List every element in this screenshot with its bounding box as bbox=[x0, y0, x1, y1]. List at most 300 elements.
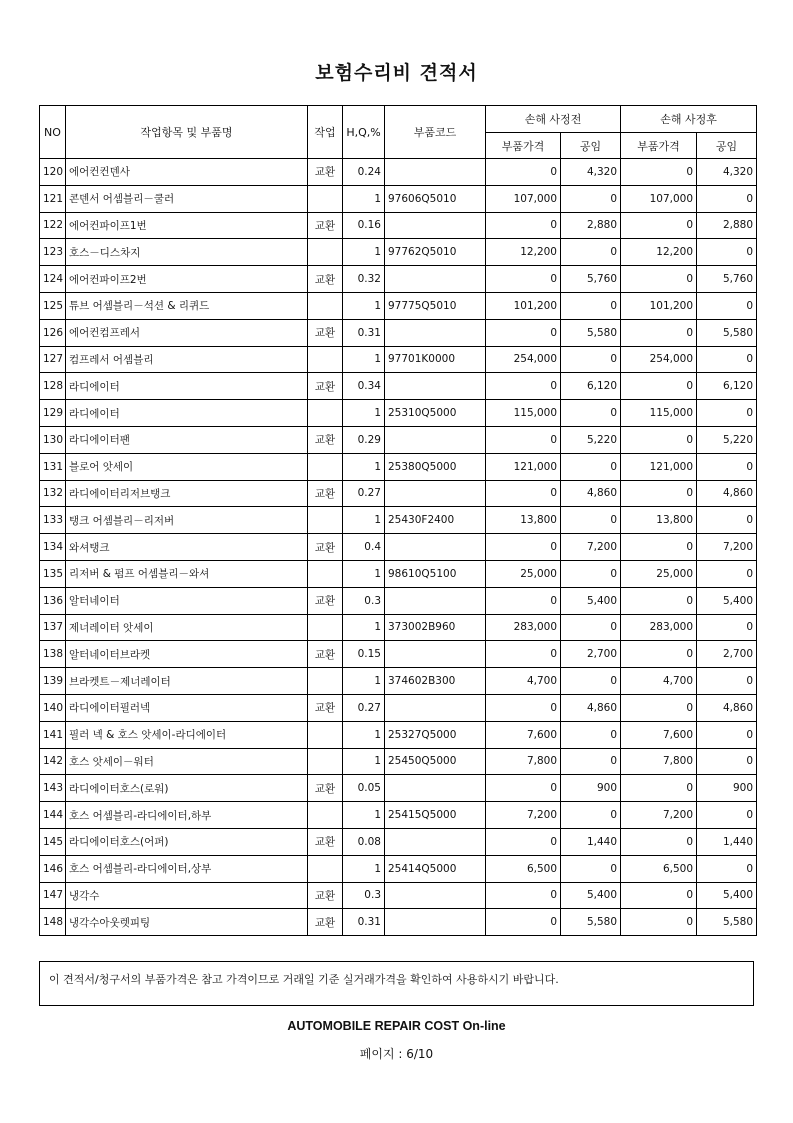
cell-before-labor: 4,860 bbox=[561, 480, 621, 507]
cell-no: 140 bbox=[40, 694, 66, 721]
table-row bbox=[40, 721, 757, 748]
cell-item-name: 라디에이터 bbox=[66, 400, 308, 427]
cell-after-labor: 5,400 bbox=[697, 587, 757, 614]
cell-before-part-price: 0 bbox=[486, 266, 561, 293]
cell-item-name: 라디에이터팬 bbox=[66, 426, 308, 453]
cell-after-part-price: 0 bbox=[621, 882, 697, 909]
cell-before-part-price: 254,000 bbox=[486, 346, 561, 373]
cell-after-labor: 0 bbox=[697, 721, 757, 748]
cell-before-part-price: 0 bbox=[486, 775, 561, 802]
cell-part-code bbox=[385, 828, 486, 855]
cell-after-part-price: 121,000 bbox=[621, 453, 697, 480]
cell-work: 교환 bbox=[308, 319, 343, 346]
cell-after-part-price: 107,000 bbox=[621, 185, 697, 212]
cell-work bbox=[308, 292, 343, 319]
cell-work: 교환 bbox=[308, 909, 343, 936]
cell-no: 130 bbox=[40, 426, 66, 453]
header-hq: H,Q,% bbox=[343, 106, 385, 159]
cell-after-part-price: 13,800 bbox=[621, 507, 697, 534]
cell-item-name: 호스 앗세이－워터 bbox=[66, 748, 308, 775]
cell-item-name: 와셔탱크 bbox=[66, 534, 308, 561]
cell-part-code: 25414Q5000 bbox=[385, 855, 486, 882]
cell-item-name: 탱크 어셈블리－리저버 bbox=[66, 507, 308, 534]
cell-part-code bbox=[385, 587, 486, 614]
table-row bbox=[40, 453, 757, 480]
cell-hq: 0.16 bbox=[343, 212, 385, 239]
cell-hq: 0.4 bbox=[343, 534, 385, 561]
cell-hq: 0.31 bbox=[343, 909, 385, 936]
cell-item-name: 제너레이터 앗세이 bbox=[66, 614, 308, 641]
cell-hq: 1 bbox=[343, 721, 385, 748]
cell-item-name: 에어컨컨덴사 bbox=[66, 159, 308, 186]
cell-no: 125 bbox=[40, 292, 66, 319]
cell-item-name: 에어컨파이프2번 bbox=[66, 266, 308, 293]
cell-after-part-price: 0 bbox=[621, 534, 697, 561]
table-row bbox=[40, 346, 757, 373]
cell-hq: 1 bbox=[343, 346, 385, 373]
cell-item-name: 라디에이터 bbox=[66, 373, 308, 400]
cell-after-part-price: 0 bbox=[621, 587, 697, 614]
cell-before-labor: 6,120 bbox=[561, 373, 621, 400]
cell-work: 교환 bbox=[308, 641, 343, 668]
cell-after-labor: 0 bbox=[697, 614, 757, 641]
cell-before-part-price: 12,200 bbox=[486, 239, 561, 266]
cell-part-code bbox=[385, 641, 486, 668]
cell-part-code bbox=[385, 882, 486, 909]
table-row bbox=[40, 748, 757, 775]
cell-after-part-price: 0 bbox=[621, 159, 697, 186]
cell-before-labor: 0 bbox=[561, 668, 621, 695]
cell-after-labor: 0 bbox=[697, 560, 757, 587]
cell-after-part-price: 7,200 bbox=[621, 802, 697, 829]
cell-no: 136 bbox=[40, 587, 66, 614]
cell-no: 148 bbox=[40, 909, 66, 936]
cell-no: 126 bbox=[40, 319, 66, 346]
cell-before-part-price: 0 bbox=[486, 373, 561, 400]
cell-after-labor: 5,760 bbox=[697, 266, 757, 293]
cell-after-labor: 0 bbox=[697, 185, 757, 212]
cell-item-name: 에어컨컴프레서 bbox=[66, 319, 308, 346]
cell-before-part-price: 115,000 bbox=[486, 400, 561, 427]
cell-after-labor: 0 bbox=[697, 748, 757, 775]
cell-before-labor: 5,400 bbox=[561, 882, 621, 909]
table-row bbox=[40, 828, 757, 855]
table-row bbox=[40, 855, 757, 882]
cell-part-code: 97606Q5010 bbox=[385, 185, 486, 212]
cell-hq: 1 bbox=[343, 668, 385, 695]
cell-work: 교환 bbox=[308, 828, 343, 855]
cell-before-labor: 0 bbox=[561, 400, 621, 427]
header-after-adjustment: 손해 사정후 bbox=[621, 106, 757, 133]
cell-after-part-price: 0 bbox=[621, 266, 697, 293]
cell-before-labor: 2,700 bbox=[561, 641, 621, 668]
cell-after-labor: 0 bbox=[697, 855, 757, 882]
cell-after-part-price: 6,500 bbox=[621, 855, 697, 882]
cell-after-part-price: 4,700 bbox=[621, 668, 697, 695]
cell-before-labor: 4,320 bbox=[561, 159, 621, 186]
table-row bbox=[40, 239, 757, 266]
cell-part-code bbox=[385, 775, 486, 802]
cell-after-part-price: 0 bbox=[621, 426, 697, 453]
cell-no: 127 bbox=[40, 346, 66, 373]
cell-after-part-price: 0 bbox=[621, 373, 697, 400]
cell-work bbox=[308, 507, 343, 534]
cell-work bbox=[308, 802, 343, 829]
table-row bbox=[40, 373, 757, 400]
cell-before-labor: 0 bbox=[561, 802, 621, 829]
cell-no: 139 bbox=[40, 668, 66, 695]
header-no: NO bbox=[40, 106, 66, 159]
cell-hq: 0.29 bbox=[343, 426, 385, 453]
cell-part-code: 25415Q5000 bbox=[385, 802, 486, 829]
cell-no: 134 bbox=[40, 534, 66, 561]
cell-part-code: 25450Q5000 bbox=[385, 748, 486, 775]
table-row bbox=[40, 694, 757, 721]
cell-no: 142 bbox=[40, 748, 66, 775]
cell-after-part-price: 12,200 bbox=[621, 239, 697, 266]
footer-brand: AUTOMOBILE REPAIR COST On-line bbox=[287, 1019, 506, 1033]
cell-no: 144 bbox=[40, 802, 66, 829]
cell-after-part-price: 0 bbox=[621, 480, 697, 507]
cell-item-name: 리저버 & 펌프 어셈블리－와셔 bbox=[66, 560, 308, 587]
cell-before-part-price: 0 bbox=[486, 159, 561, 186]
table-row bbox=[40, 587, 757, 614]
cell-hq: 0.3 bbox=[343, 587, 385, 614]
page-title: 보험수리비 견적서 bbox=[315, 62, 478, 84]
cell-after-part-price: 115,000 bbox=[621, 400, 697, 427]
table-row bbox=[40, 909, 757, 936]
cell-before-labor: 1,440 bbox=[561, 828, 621, 855]
cell-before-labor: 7,200 bbox=[561, 534, 621, 561]
cell-no: 138 bbox=[40, 641, 66, 668]
cell-item-name: 라디에이터호스(어퍼) bbox=[66, 828, 308, 855]
cell-no: 123 bbox=[40, 239, 66, 266]
cell-before-part-price: 0 bbox=[486, 587, 561, 614]
cell-before-part-price: 0 bbox=[486, 534, 561, 561]
cell-after-labor: 6,120 bbox=[697, 373, 757, 400]
cell-before-part-price: 0 bbox=[486, 319, 561, 346]
cell-part-code: 374602B300 bbox=[385, 668, 486, 695]
cell-no: 146 bbox=[40, 855, 66, 882]
cell-item-name: 콘덴서 어셈블리－쿨러 bbox=[66, 185, 308, 212]
cell-before-labor: 0 bbox=[561, 185, 621, 212]
cell-after-labor: 7,200 bbox=[697, 534, 757, 561]
cell-before-labor: 5,400 bbox=[561, 587, 621, 614]
cell-after-labor: 0 bbox=[697, 292, 757, 319]
cell-item-name: 라디에이터필러넥 bbox=[66, 694, 308, 721]
cell-after-labor: 0 bbox=[697, 802, 757, 829]
cell-part-code: 373002B960 bbox=[385, 614, 486, 641]
cell-after-part-price: 0 bbox=[621, 775, 697, 802]
table-row bbox=[40, 802, 757, 829]
cell-after-labor: 5,580 bbox=[697, 909, 757, 936]
cell-part-code bbox=[385, 266, 486, 293]
cell-before-part-price: 107,000 bbox=[486, 185, 561, 212]
cell-part-code: 97701K0000 bbox=[385, 346, 486, 373]
cell-before-part-price: 4,700 bbox=[486, 668, 561, 695]
cell-after-labor: 0 bbox=[697, 400, 757, 427]
cell-after-labor: 5,580 bbox=[697, 319, 757, 346]
cell-part-code: 97762Q5010 bbox=[385, 239, 486, 266]
cell-work bbox=[308, 239, 343, 266]
cell-after-part-price: 283,000 bbox=[621, 614, 697, 641]
cell-no: 137 bbox=[40, 614, 66, 641]
cell-work: 교환 bbox=[308, 373, 343, 400]
header-part-code: 부품코드 bbox=[385, 106, 486, 159]
cell-part-code bbox=[385, 426, 486, 453]
cell-no: 120 bbox=[40, 159, 66, 186]
table-row bbox=[40, 426, 757, 453]
table-row bbox=[40, 319, 757, 346]
cell-before-labor: 5,760 bbox=[561, 266, 621, 293]
cell-after-labor: 4,860 bbox=[697, 694, 757, 721]
cell-before-part-price: 101,200 bbox=[486, 292, 561, 319]
cell-work: 교환 bbox=[308, 480, 343, 507]
header-before-part-price: 부품가격 bbox=[486, 133, 561, 159]
cell-item-name: 호스－디스차지 bbox=[66, 239, 308, 266]
cell-before-part-price: 0 bbox=[486, 480, 561, 507]
table-row bbox=[40, 159, 757, 186]
cell-before-part-price: 7,800 bbox=[486, 748, 561, 775]
cell-after-part-price: 7,800 bbox=[621, 748, 697, 775]
cell-after-part-price: 0 bbox=[621, 641, 697, 668]
cell-after-labor: 5,400 bbox=[697, 882, 757, 909]
cell-after-part-price: 7,600 bbox=[621, 721, 697, 748]
cell-after-labor: 5,220 bbox=[697, 426, 757, 453]
cell-item-name: 컴프레서 어셈블리 bbox=[66, 346, 308, 373]
cell-after-labor: 1,440 bbox=[697, 828, 757, 855]
cell-before-labor: 0 bbox=[561, 292, 621, 319]
cell-part-code: 98610Q5100 bbox=[385, 560, 486, 587]
cell-before-labor: 0 bbox=[561, 748, 621, 775]
cell-hq: 0.15 bbox=[343, 641, 385, 668]
cell-work: 교환 bbox=[308, 212, 343, 239]
table-row bbox=[40, 668, 757, 695]
page-number: 페이지 : 6/10 bbox=[359, 1047, 434, 1061]
cell-part-code: 97775Q5010 bbox=[385, 292, 486, 319]
cell-hq: 0.27 bbox=[343, 480, 385, 507]
cell-work bbox=[308, 346, 343, 373]
cell-no: 121 bbox=[40, 185, 66, 212]
cell-part-code: 25430F2400 bbox=[385, 507, 486, 534]
cell-hq: 0.32 bbox=[343, 266, 385, 293]
cell-after-part-price: 0 bbox=[621, 828, 697, 855]
cell-after-labor: 4,320 bbox=[697, 159, 757, 186]
cell-no: 147 bbox=[40, 882, 66, 909]
cell-work: 교환 bbox=[308, 775, 343, 802]
cell-no: 141 bbox=[40, 721, 66, 748]
table-row bbox=[40, 266, 757, 293]
cell-work bbox=[308, 400, 343, 427]
header-work: 작업 bbox=[308, 106, 343, 159]
cell-before-labor: 0 bbox=[561, 721, 621, 748]
cell-work bbox=[308, 453, 343, 480]
header-before-labor: 공임 bbox=[561, 133, 621, 159]
cell-before-labor: 0 bbox=[561, 507, 621, 534]
table-row bbox=[40, 212, 757, 239]
cell-hq: 1 bbox=[343, 560, 385, 587]
cell-hq: 1 bbox=[343, 748, 385, 775]
table-row bbox=[40, 775, 757, 802]
cell-part-code bbox=[385, 319, 486, 346]
cell-before-part-price: 0 bbox=[486, 212, 561, 239]
cell-hq: 1 bbox=[343, 802, 385, 829]
cell-after-part-price: 254,000 bbox=[621, 346, 697, 373]
cell-after-part-price: 0 bbox=[621, 909, 697, 936]
cell-item-name: 브라켓트－제너레이터 bbox=[66, 668, 308, 695]
cell-item-name: 블로어 앗세이 bbox=[66, 453, 308, 480]
cell-item-name: 라디에이터리저브탱크 bbox=[66, 480, 308, 507]
cell-work: 교환 bbox=[308, 587, 343, 614]
cell-before-labor: 0 bbox=[561, 453, 621, 480]
table-row bbox=[40, 185, 757, 212]
cell-before-labor: 5,580 bbox=[561, 319, 621, 346]
cell-before-part-price: 7,600 bbox=[486, 721, 561, 748]
cell-hq: 0.24 bbox=[343, 159, 385, 186]
cell-before-part-price: 0 bbox=[486, 909, 561, 936]
cell-no: 132 bbox=[40, 480, 66, 507]
cell-item-name: 튜브 어셈블리－석션 & 리퀴드 bbox=[66, 292, 308, 319]
cell-after-part-price: 101,200 bbox=[621, 292, 697, 319]
cell-hq: 1 bbox=[343, 239, 385, 266]
cell-work bbox=[308, 748, 343, 775]
cell-work bbox=[308, 614, 343, 641]
cell-no: 122 bbox=[40, 212, 66, 239]
cell-after-labor: 0 bbox=[697, 507, 757, 534]
cell-item-name: 냉각수아웃렛피팅 bbox=[66, 909, 308, 936]
cell-no: 145 bbox=[40, 828, 66, 855]
cell-no: 135 bbox=[40, 560, 66, 587]
table-row bbox=[40, 534, 757, 561]
cell-hq: 1 bbox=[343, 185, 385, 212]
cell-no: 129 bbox=[40, 400, 66, 427]
cell-before-part-price: 0 bbox=[486, 426, 561, 453]
header-after-labor: 공임 bbox=[697, 133, 757, 159]
cell-before-part-price: 13,800 bbox=[486, 507, 561, 534]
cell-hq: 1 bbox=[343, 453, 385, 480]
cell-work: 교환 bbox=[308, 266, 343, 293]
cell-part-code bbox=[385, 212, 486, 239]
cell-part-code bbox=[385, 694, 486, 721]
cell-no: 128 bbox=[40, 373, 66, 400]
cell-no: 124 bbox=[40, 266, 66, 293]
cell-item-name: 알터네이터 bbox=[66, 587, 308, 614]
cell-item-name: 냉각수 bbox=[66, 882, 308, 909]
cell-before-labor: 0 bbox=[561, 346, 621, 373]
cell-part-code bbox=[385, 480, 486, 507]
cell-work bbox=[308, 668, 343, 695]
cell-work bbox=[308, 855, 343, 882]
cell-before-part-price: 121,000 bbox=[486, 453, 561, 480]
cell-work bbox=[308, 185, 343, 212]
cell-work: 교환 bbox=[308, 882, 343, 909]
notice-box: 이 견적서/청구서의 부품가격은 참고 가격이므로 거래일 기준 실거래가격을 확인하여 사용하시기 바랍니다. bbox=[39, 961, 754, 1006]
table-row bbox=[40, 614, 757, 641]
cell-before-part-price: 7,200 bbox=[486, 802, 561, 829]
cell-item-name: 에어컨파이프1번 bbox=[66, 212, 308, 239]
table-row bbox=[40, 641, 757, 668]
cell-work bbox=[308, 560, 343, 587]
cell-before-part-price: 283,000 bbox=[486, 614, 561, 641]
cell-after-labor: 2,880 bbox=[697, 212, 757, 239]
cell-work: 교환 bbox=[308, 694, 343, 721]
cell-hq: 1 bbox=[343, 400, 385, 427]
cell-after-labor: 900 bbox=[697, 775, 757, 802]
cell-no: 133 bbox=[40, 507, 66, 534]
cell-no: 143 bbox=[40, 775, 66, 802]
cell-work: 교환 bbox=[308, 159, 343, 186]
table-row bbox=[40, 560, 757, 587]
table-row bbox=[40, 400, 757, 427]
cell-part-code bbox=[385, 159, 486, 186]
cell-after-labor: 0 bbox=[697, 453, 757, 480]
header-before-adjustment: 손해 사정전 bbox=[486, 106, 621, 133]
cell-before-labor: 0 bbox=[561, 239, 621, 266]
table-row bbox=[40, 882, 757, 909]
cell-after-part-price: 0 bbox=[621, 212, 697, 239]
cell-item-name: 알터네이터브라켓 bbox=[66, 641, 308, 668]
estimate-table bbox=[39, 105, 757, 936]
cell-hq: 0.34 bbox=[343, 373, 385, 400]
cell-before-part-price: 6,500 bbox=[486, 855, 561, 882]
header-item: 작업항목 및 부품명 bbox=[66, 106, 308, 159]
cell-before-part-price: 0 bbox=[486, 882, 561, 909]
cell-after-labor: 0 bbox=[697, 239, 757, 266]
cell-part-code bbox=[385, 373, 486, 400]
cell-before-labor: 0 bbox=[561, 614, 621, 641]
table-row bbox=[40, 507, 757, 534]
cell-hq: 0.27 bbox=[343, 694, 385, 721]
cell-work: 교환 bbox=[308, 426, 343, 453]
cell-before-part-price: 0 bbox=[486, 641, 561, 668]
cell-work: 교환 bbox=[308, 534, 343, 561]
cell-part-code: 25327Q5000 bbox=[385, 721, 486, 748]
cell-before-labor: 900 bbox=[561, 775, 621, 802]
cell-before-labor: 0 bbox=[561, 855, 621, 882]
cell-before-part-price: 25,000 bbox=[486, 560, 561, 587]
cell-part-code: 25380Q5000 bbox=[385, 453, 486, 480]
cell-after-labor: 0 bbox=[697, 668, 757, 695]
table-row bbox=[40, 480, 757, 507]
cell-hq: 0.3 bbox=[343, 882, 385, 909]
cell-hq: 1 bbox=[343, 507, 385, 534]
cell-before-labor: 5,220 bbox=[561, 426, 621, 453]
cell-hq: 1 bbox=[343, 292, 385, 319]
cell-hq: 0.08 bbox=[343, 828, 385, 855]
table-body bbox=[40, 159, 757, 936]
cell-hq: 0.31 bbox=[343, 319, 385, 346]
cell-after-labor: 0 bbox=[697, 346, 757, 373]
cell-part-code bbox=[385, 534, 486, 561]
cell-item-name: 라디에이터호스(로워) bbox=[66, 775, 308, 802]
cell-before-labor: 2,880 bbox=[561, 212, 621, 239]
cell-part-code bbox=[385, 909, 486, 936]
cell-item-name: 호스 어셈블리-라디에이터,상부 bbox=[66, 855, 308, 882]
cell-before-labor: 0 bbox=[561, 560, 621, 587]
cell-after-part-price: 0 bbox=[621, 694, 697, 721]
cell-hq: 1 bbox=[343, 614, 385, 641]
cell-hq: 0.05 bbox=[343, 775, 385, 802]
cell-before-labor: 4,860 bbox=[561, 694, 621, 721]
cell-before-part-price: 0 bbox=[486, 828, 561, 855]
cell-after-part-price: 0 bbox=[621, 319, 697, 346]
cell-hq: 1 bbox=[343, 855, 385, 882]
cell-before-part-price: 0 bbox=[486, 694, 561, 721]
cell-before-labor: 5,580 bbox=[561, 909, 621, 936]
cell-after-labor: 2,700 bbox=[697, 641, 757, 668]
cell-part-code: 25310Q5000 bbox=[385, 400, 486, 427]
cell-item-name: 필러 넥 & 호스 앗세이-라디에이터 bbox=[66, 721, 308, 748]
